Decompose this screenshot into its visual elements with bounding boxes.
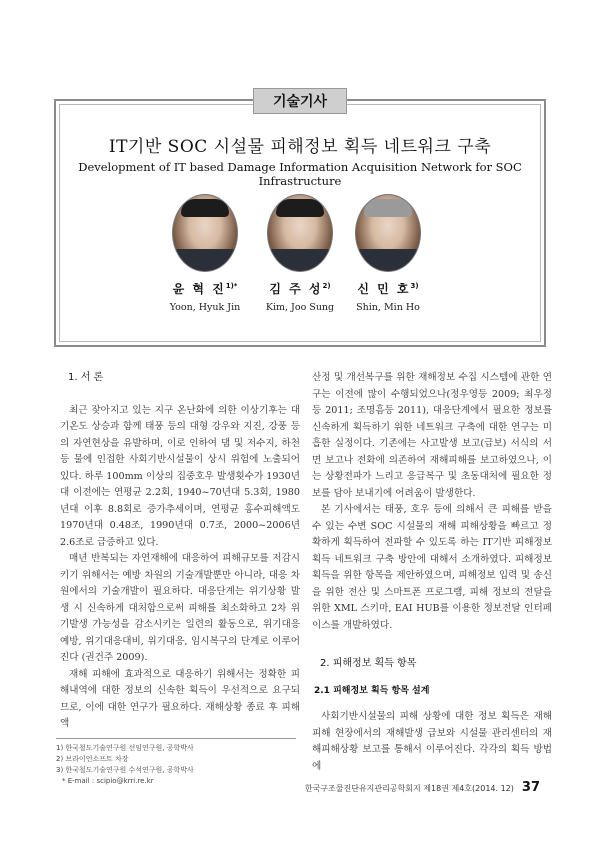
body-paragraph: 매년 반복되는 자연재해에 대응하여 피해규모를 저감시키기 위해서는 예방 차원의 기술개발뿐만 아니라, 대응 차원에서의 기술개발이 필요하다. 대응단계는 위기상황 발생 시 신속하게 대처함으로써 피해를 최소화하고 2차 위기발생 가능성을 감소시키는 일련의 활동으로, 위기대응예방, 위기대응대비, 위기대응, 임시복구의 단계로 이루어진다 (권건주 2009). — [60, 553, 300, 663]
body-paragraph: 재해 피해에 효과적으로 대응하기 위해서는 정확한 피해내역에 대한 정보의 신속한 획득이 우선적으로 요구되므로, 이에 대한 연구가 필요하다. 재해상황 종료 후 피해액 — [60, 668, 300, 729]
author-1-name: 윤 혁 진$^{1)*}$ — [172, 282, 238, 296]
body-paragraph: 본 기사에서는 태풍, 호우 등에 의해서 큰 피해를 받을 수 있는 수변 SOC 시설물의 재해 피해상황을 빠르고 정확하게 획득하여 전파할 수 있도록 하는 IT기반 피해정보 획득 네트워크 구축 방안에 대해서 소개하였다. 피해정보 획득을 위한 항목을 제안하였으며, 피해정보 입력 및 송신을 위한 전산 및 스마트폰 프로그램, 피해 정보의 전달을 위한 XML 스키마, EAI HUB를 이용한 정보전달 인터페이스를 개발하였다. — [312, 504, 552, 631]
author-3-name: 신 민 호$^{3)}$ — [357, 282, 419, 296]
footnote-3: 3) 한국철도기술연구원 수석연구원, 공학박사 — [56, 766, 194, 774]
body-paragraph: 산정 및 개선복구를 위한 재해정보 수집 시스템에 관한 연구는 이전에 많이 수행되었으나(정우영등 2009; 최우정등 2011; 조명흠등 2011), 대응단계에서 필요한 정보를 신속하게 획득하기 위한 네트워크 구축에 대한 연구는 미흡한 실정이다. 기존에는 사고발생 보고(급보) 서식의 서면 보고나 전화에 의존하여 재해피해를 보고하였으나, 이는 상황전파가 느리고 응급복구 및 초동대처에 필요한 정보를 담아 보내기에 어려움이 발생한다. — [312, 372, 552, 499]
footnote-1: 1) 한국철도기술연구원 선임연구원, 공학박사 — [56, 744, 194, 752]
footnotes — [56, 738, 296, 787]
body-paragraph: 사회기반시설물의 피해 상황에 대한 정보 획득은 재해피해 현장에서의 재해발생 급보와 시설물 관리센터의 재해피해상황 보고를 통해서 이루어진다. 각각의 획득 방법에 — [312, 711, 552, 772]
journal-citation: 한국구조물진단유지관리공학회지 제18권 제4호(2014. 12) — [304, 784, 514, 793]
body-paragraph: 최근 잦아지고 있는 지구 온난화에 의한 이상기후는 대기온도 상승과 함께 태풍 등의 대형 강우와 지진, 강풍 등의 자연현상을 유발하며, 이로 인하여 댐 및 저수지, 하천 등 물에 인접한 사회기반시설물이 상시 위험에 노출되어 있다. 하루 100mm 이상의 집중호우 발생횟수가 1930년대 이전에는 연평균 2.2회, 1940~70년대 5.3회, 1980년대 이후 8.8회로 증가추세이며, 연평균 홍수피해액도 1970년대 0.48조, 1990년대 0.7조, 2000~2006년 2.6조로 급증하고 있다. — [60, 404, 300, 548]
right-column — [312, 370, 552, 775]
author-1-photo — [172, 194, 238, 272]
article-title-english: Development of IT based Damage Information Acquisition Network for SOC Infrastructure — [78, 160, 522, 188]
footnote-email: * E-mail : scipio@krri.re.kr — [62, 777, 154, 785]
author-3-photo — [355, 194, 421, 272]
section-2-heading: 2. 피해정보 획득 항목 — [320, 658, 417, 669]
page-footer — [305, 780, 540, 795]
article-title-korean: IT기반 SOC 시설물 피해정보 획득 네트워크 구축 — [108, 137, 492, 157]
section-1-heading: 1. 서 론 — [68, 372, 104, 383]
author-2-roman-name: Kim, Joo Sung — [265, 302, 335, 313]
author-1 — [150, 194, 260, 313]
author-2-photo — [267, 194, 333, 272]
left-column — [60, 370, 300, 733]
footnote-2: 2) 브라이언소프트 차장 — [56, 755, 129, 763]
page-number: 37 — [521, 780, 540, 795]
author-3 — [333, 194, 443, 313]
author-2-name: 김 주 성$^{2)}$ — [269, 282, 331, 296]
author-1-roman-name: Yoon, Hyuk Jin — [169, 302, 241, 313]
subsection-2-1-heading: 2.1 피해정보 획득 항목 설계 — [314, 685, 430, 696]
author-3-roman-name: Shin, Min Ho — [356, 302, 420, 313]
category-label: 기술기사 — [253, 88, 347, 114]
